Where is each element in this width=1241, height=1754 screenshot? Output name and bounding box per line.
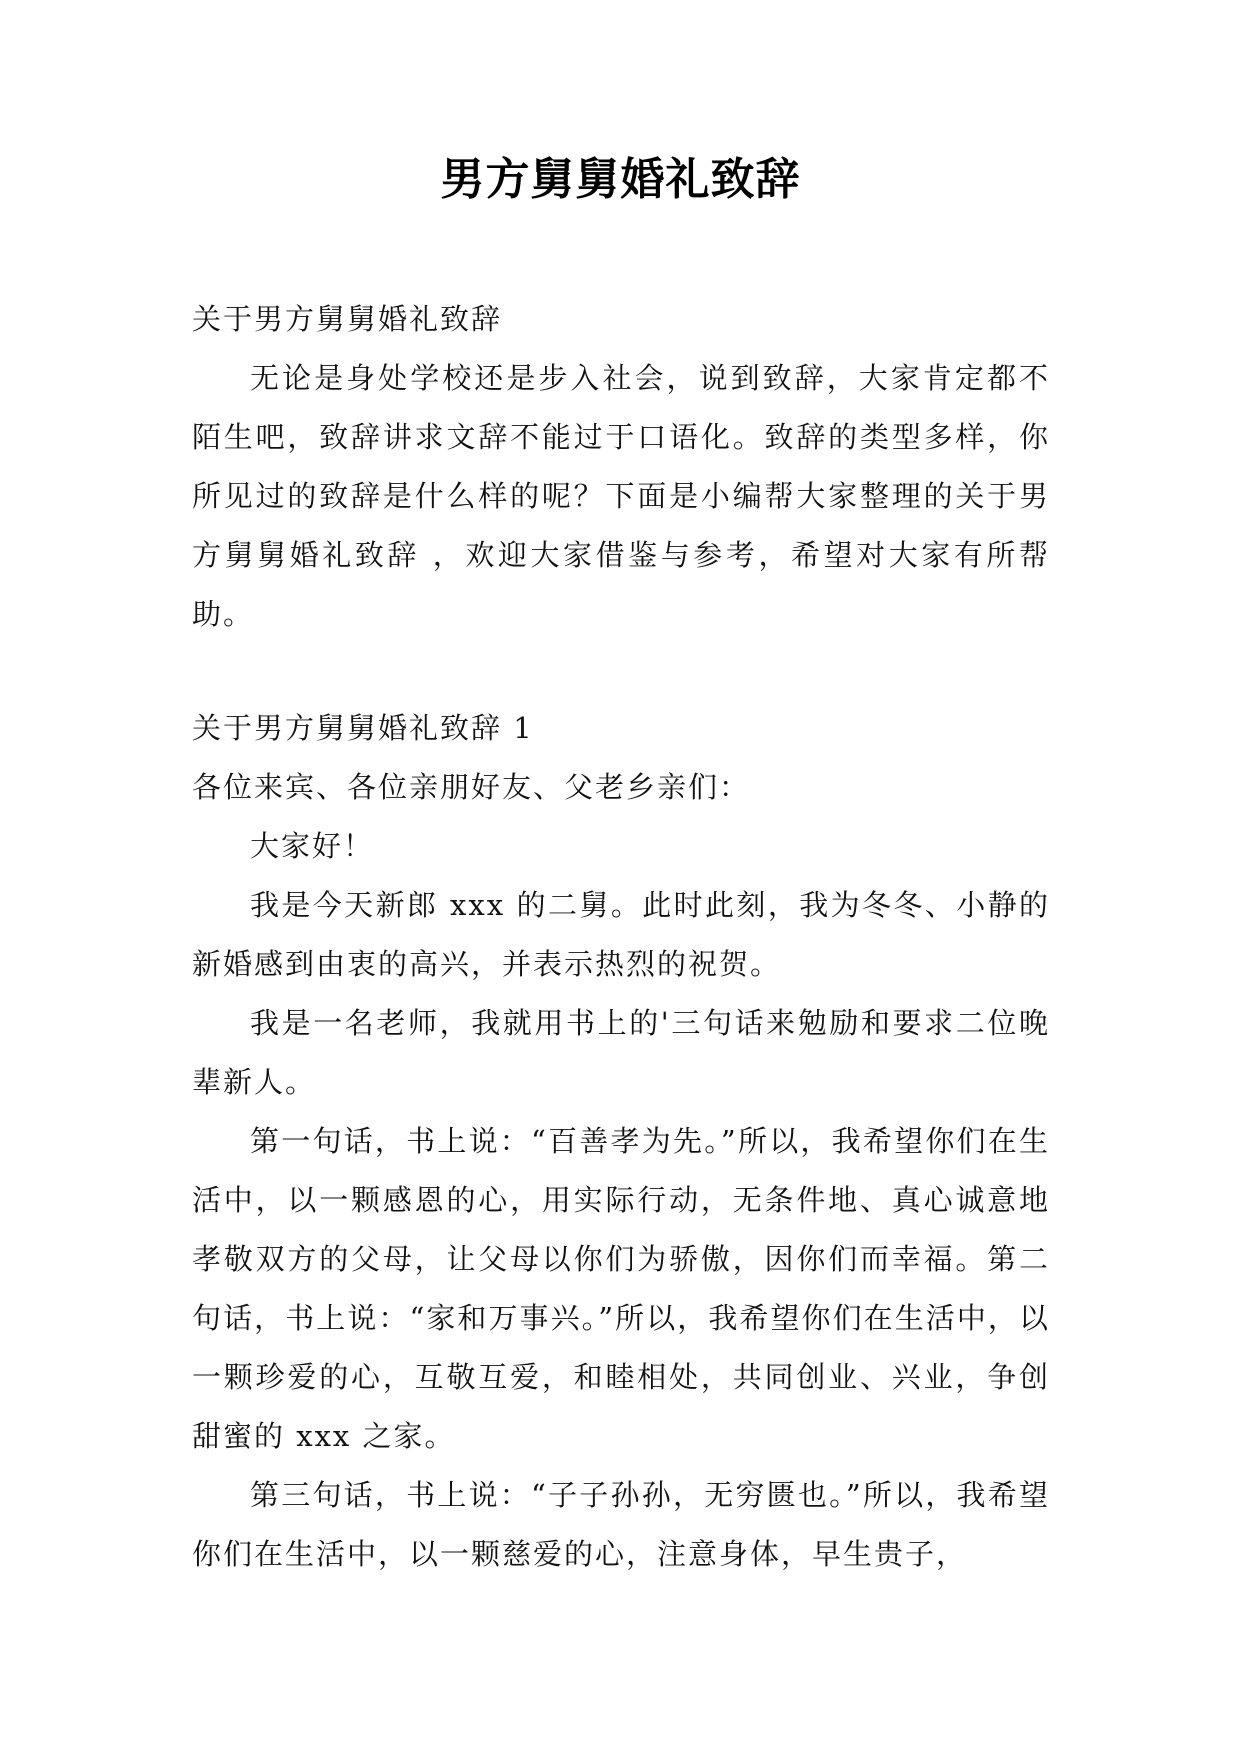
section-spacer: [192, 644, 1050, 699]
intro-heading: 关于男方舅舅婚礼致辞: [192, 302, 503, 336]
body-paragraph: 第三句话，书上说：“子子孙孙，无穷匮也。”所以，我希望你们在生活中，以一颗慈爱的心，注意身体，早生贵子，: [192, 1478, 1050, 1571]
body-paragraph: 我是一名老师，我就用书上的'三句话来勉励和要求二位晚辈新人。: [192, 1006, 1050, 1099]
body-paragraph: 我是今天新郎 xxx 的二舅。此时此刻，我为冬冬、小静的新婚感到由衷的高兴，并表示热烈的祝贺。: [192, 888, 1050, 981]
salutation: 各位来宾、各位亲朋好友、父老乡亲们：: [192, 770, 751, 804]
section-heading: 关于男方舅舅婚礼致辞 1: [192, 711, 534, 745]
document-title: 男方舅舅婚礼致辞: [440, 154, 801, 205]
body-paragraph: 第一句话，书上说：“百善孝为先。”所以，我希望你们在生活中，以一颗感恩的心，用实际行动，无条件地、真心诚意地孝敬双方的父母，让父母以你们为骄傲，因你们而幸福。第二句话，书上说：“家和万事兴。”所以，我希望你们在生活中，以一颗珍爱的心，互敬互爱，和睦相处，共同创业、兴业，争创甜蜜的 xxx 之家。: [192, 1124, 1050, 1453]
greeting: 大家好！: [250, 829, 375, 863]
document-body: [192, 290, 1050, 1584]
intro-paragraph: 无论是身处学校还是步入社会，说到致辞，大家肯定都不陌生吧，致辞讲求文辞不能过于口语化。致辞的类型多样，你所见过的致辞是什么样的呢？下面是小编帮大家整理的关于男方舅舅婚礼致辞 ，欢迎大家借鉴与参考，希望对大家有所帮助。: [192, 361, 1050, 631]
